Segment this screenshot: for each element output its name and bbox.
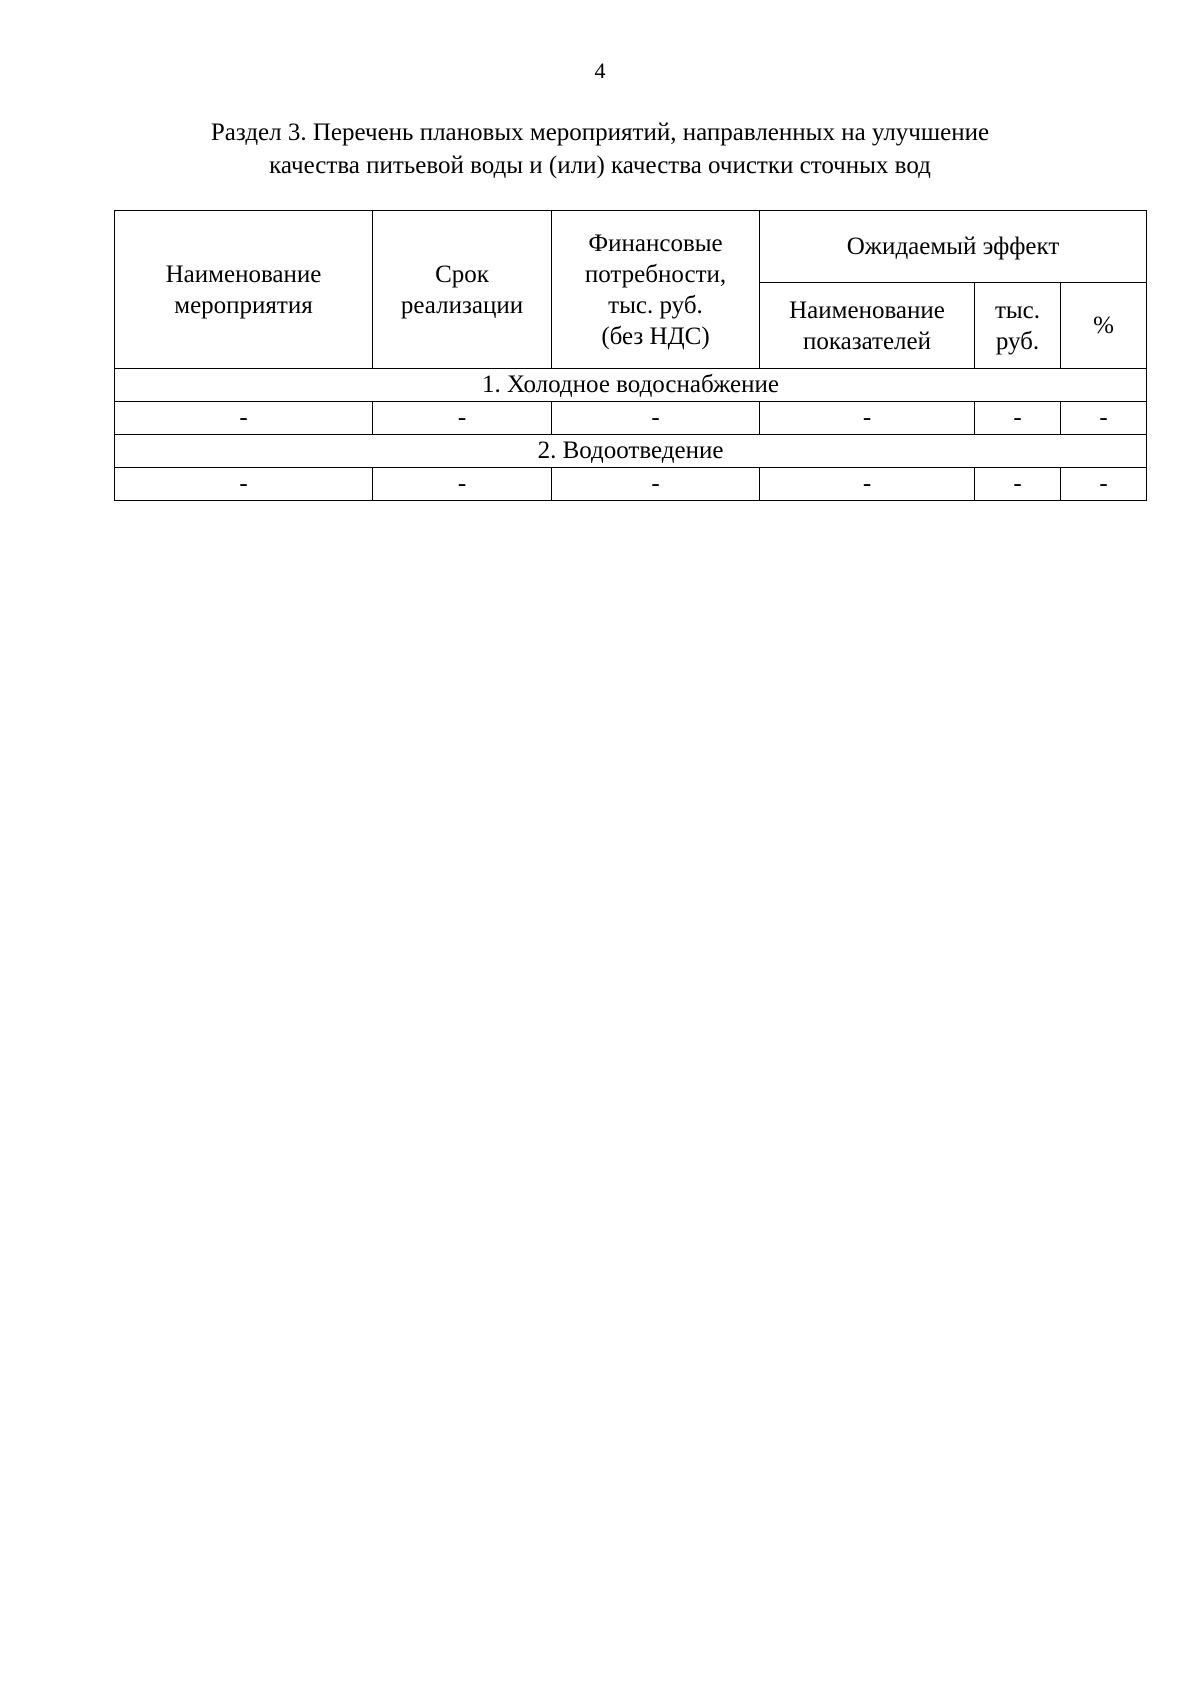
group-title-wastewater: 2. Водоотведение xyxy=(115,435,1147,468)
cell-financial-needs: - xyxy=(552,402,760,435)
table-row xyxy=(115,468,1147,501)
table-row xyxy=(115,402,1147,435)
group-row-cold-water xyxy=(115,369,1147,402)
cell-indicator-name: - xyxy=(760,468,975,501)
header-financial-needs: Финансовые потребности, тыс. руб. (без НДС) xyxy=(552,211,760,369)
cell-period: - xyxy=(373,468,552,501)
planned-measures-table xyxy=(114,210,1147,501)
section-title xyxy=(100,116,1100,182)
section-title-line-2: качества питьевой воды и (или) качества очистки сточных вод xyxy=(269,152,931,179)
cell-event-name: - xyxy=(115,402,373,435)
header-expected-effect: Ожидаемый эффект xyxy=(760,211,1147,283)
page-number: 4 xyxy=(594,58,606,83)
group-row-wastewater xyxy=(115,435,1147,468)
header-period: Срок реализации xyxy=(373,211,552,369)
cell-event-name: - xyxy=(115,468,373,501)
header-thousand-rub: тыс. руб. xyxy=(975,283,1061,369)
section-title-line-1: Раздел 3. Перечень плановых мероприятий, направленных на улучшение xyxy=(210,119,990,146)
cell-thousand-rub: - xyxy=(975,402,1061,435)
table-header-row-top xyxy=(115,211,1147,283)
cell-financial-needs: - xyxy=(552,468,760,501)
cell-percent: - xyxy=(1061,402,1147,435)
cell-indicator-name: - xyxy=(760,402,975,435)
group-title-cold-water: 1. Холодное водоснабжение xyxy=(115,369,1147,402)
cell-thousand-rub: - xyxy=(975,468,1061,501)
cell-period: - xyxy=(373,402,552,435)
header-indicator-name: Наименование показателей xyxy=(760,283,975,369)
header-percent: % xyxy=(1061,283,1147,369)
cell-percent: - xyxy=(1061,468,1147,501)
header-event-name: Наименование мероприятия xyxy=(115,211,373,369)
